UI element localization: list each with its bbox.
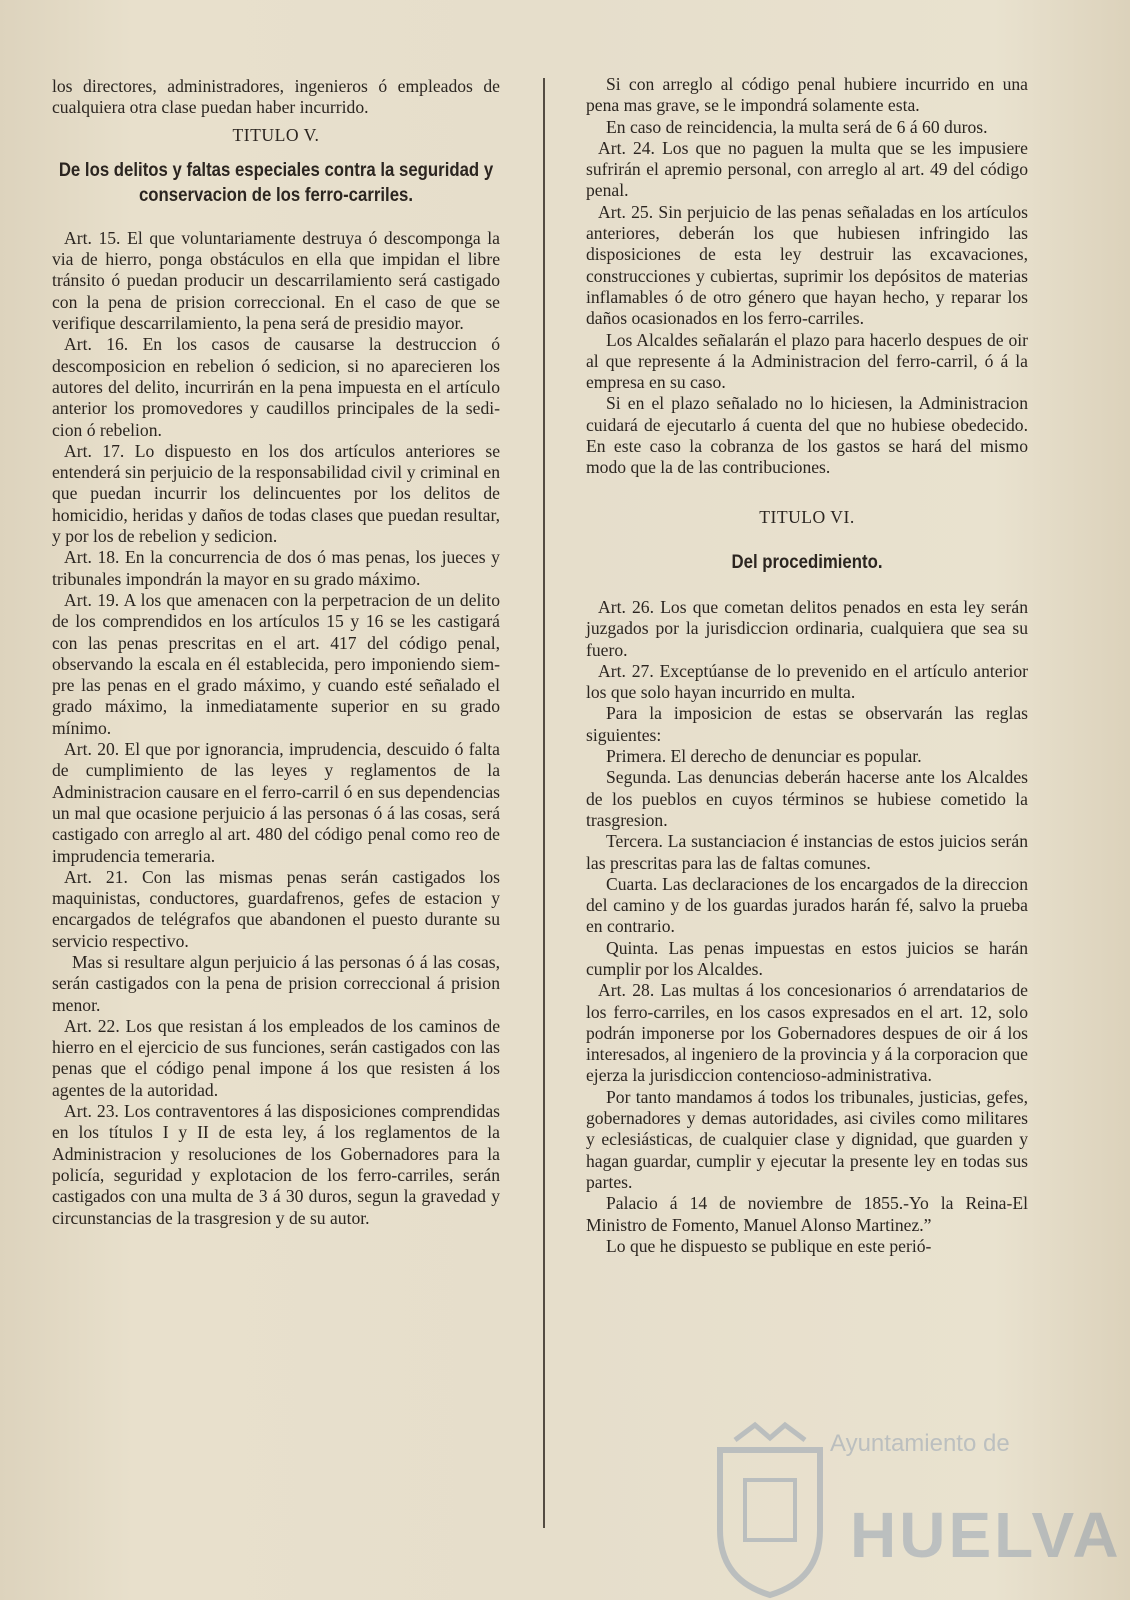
paragraph: los directores, administradores, ingenieros ó empleados de cualquiera otra clase puedan haber incurrido. [52, 76, 500, 118]
paragraph: Por tanto mandamos á todos los tribunales, justicias, gefes, gobernadores y demas autoridades, asi civiles como militares y eclesiásticas, de cualquier clase y dignidad, que guarden y hagan guardar, cumplir y ejecutar la presente ley en todas sus partes. [586, 1086, 1028, 1192]
article-18: Art. 18. En la concurrencia de dos ó mas penas, los jueces y tribunales impondrán la mayor en su grado máximo. [52, 547, 500, 589]
article-label: Art. 25. [598, 201, 654, 222]
article-19: Art. 19. A los que amenacen con la perpetracion de un delito de los comprendidos en los artículos 15 y 16 se les castigará con las penas prescritas en el art. 417 del código penal, observando la escala en él establecida, pero imponiendo siempre las penas en el grado máximo, y cuando esté señalado el grado máximo, la inmediatamente superior en su grado mínimo. [52, 589, 500, 738]
section-heading-vi: Del procedimiento. [731, 550, 883, 573]
rule-cuarta: Cuarta. Las declaraciones de los encargados de la direccion del camino y de los guardas jurados harán fé, salvo la prueba en contrario. [586, 873, 1028, 937]
paragraph: Lo que he dispuesto se publique en este perió- [606, 1235, 932, 1256]
paragraph: Si en el plazo señalado no lo hiciesen, la Administracion cuidará de ejecutarlo á cuenta del que no hubiese obedecido. En este caso la cobranza de los gastos se hará del mismo modo que la de las contribuciones. [586, 393, 1028, 478]
left-column [52, 76, 500, 1229]
article-label: Art. 16. [64, 334, 129, 355]
article-23: Art. 23. Los contraventores á las disposiciones comprendidas en los títulos I y II de esta ley, á los reglamentos de la Administracion y resoluciones de los Gobernadores para la policía, seguridad y explotacion de los ferro-carriles, serán castigados con una multa de 3 á 30 duros, segun la gravedad y circunstancias de la trasgresion y de su autor. [52, 1101, 501, 1228]
section-heading-v: De los delitos y faltas especiales contra la seguridad y conservacion de los ferro-carriles. [58, 158, 494, 206]
article-label: Art. 18. [64, 547, 120, 568]
paragraph: Para la imposicion de estas se observarán las reglas siguientes: [586, 703, 1028, 745]
article-label: Art. 21. [64, 866, 128, 887]
article-15: Art. 15. El que voluntariamente destruya ó descomponga la via de hierro, ponga obstáculos en ella que impidan el libre tránsito ó puedan producir un descarrilamiento será castigado con la pena de prision correccional. En el caso de que se verifique descarrilamiento, la pena será de presidio mayor. [52, 227, 500, 334]
column-divider [543, 78, 545, 1528]
article-16: Art. 16. En los casos de causarse la destruccion ó descomposicion en rebelion ó sedicion, si no aparecieren los autores del delito, incurrirán en la pena impuesta en el artículo anterior los promovedores y caudillos principales de la sedicion ó rebelion. [52, 334, 500, 440]
archive-watermark [700, 1420, 1122, 1600]
title-v: TITULO V. [232, 124, 320, 145]
article-25: Art. 25. Sin perjuicio de las penas señaladas en los artículos anteriores, deberán los que hubiesen infringido las disposiciones de esta ley destruir las excavaciones, construcciones y cubiertas, suprimir los depósitos de materias inflamables ó de otro género que hayan hecho, y reparar los daños ocasionados en los ferro-carriles. [586, 201, 1028, 329]
article-label: Art. 20. [64, 739, 120, 760]
paragraph: Los Alcaldes señalarán el plazo para hacerlo despues de oir al que represente á la Administracion del ferro-carril, ó á la empresa en su caso. [586, 329, 1028, 393]
article-label: Art. 27. [598, 660, 654, 681]
paragraph: Mas si resultare algun perjuicio á las personas ó á las cosas, serán castigados con la pena de prision correccional á prision menor. [52, 951, 500, 1015]
article-label: Art. 23. [64, 1101, 119, 1122]
paragraph: En caso de reincidencia, la multa será de 6 á 60 duros. [606, 116, 988, 137]
article-22: Art. 22. Los que resistan á los empleados de los caminos de hierro en el ejercicio de sus funciones, serán castigados con las penas que el código penal impone á los que resisten á los agentes de la autoridad. [52, 1015, 501, 1100]
right-column [586, 74, 1028, 1257]
article-label: Art. 24. [598, 137, 655, 158]
paragraph: Si con arreglo al código penal hubiere incurrido en una pena mas grave, se le impondrá solamente esta. [586, 74, 1028, 116]
rule-segunda: Segunda. Las denuncias deberán hacerse ante los Alcaldes de los pueblos en cuyos términos se hubiese cometido la trasgresion. [586, 767, 1028, 830]
article-20: Art. 20. El que por ignorancia, imprudencia, descuido ó falta de cumplimiento de las leyes y reglamentos de la Administracion causare en el ferro-carril ó en sus dependencias un mal que ocasione perjuicio á las personas ó á las cosas, será castigado con arreglo al art. 480 del código penal como reo de imprudencia temeraria. [52, 739, 500, 866]
watermark-subtitle: Ayuntamiento de [830, 1430, 1010, 1457]
rule-quinta: Quinta. Las penas impuestas en estos juicios se harán cumplir por los Alcaldes. [586, 937, 1028, 979]
watermark-title: HUELVA [850, 1499, 1122, 1571]
coat-of-arms-icon [700, 1420, 840, 1600]
article-label: Art. 15. [64, 227, 121, 248]
article-label: Art. 19. [64, 589, 120, 610]
article-label: Art. 17. [64, 440, 125, 461]
rule-tercera: Tercera. La sustanciacion é instancias de estos juicios serán las prescritas para las de faltas comunes. [586, 831, 1028, 873]
article-27: Art. 27. Exceptúanse de lo prevenido en el artículo anterior los que solo hayan incurrido en multa. [586, 660, 1028, 703]
article-label: Art. 22. [64, 1015, 120, 1036]
title-vi: TITULO VI. [759, 506, 855, 527]
article-28: Art. 28. Las multas á los concesionarios ó arrendatarios de los ferro-carriles, en los casos expresados en el art. 12, solo podrán imponerse por los Gobernadores despues de oir á los interesados, al ingeniero de la provincia y á la corporacion que ejerza la jurisdiccion contencioso-administrativa. [586, 980, 1028, 1086]
article-17: Art. 17. Lo dispuesto en los dos artículos anteriores se entenderá sin perjuicio de la responsabilidad civil y criminal en que puedan incurrir los delincuentes por los delitos de homicidio, heridas y daños de todas clases que puedan resultar, y por los de rebelion y sedicion. [52, 440, 501, 547]
rule-primera: Primera. El derecho de denunciar es popular. [606, 746, 922, 767]
signature-line: Palacio á 14 de noviembre de 1855.-Yo la Reina-El Ministro de Fomento, Manuel Alonso Martinez.” [586, 1193, 1028, 1235]
article-21: Art. 21. Con las mismas penas serán castigados los maquinistas, conductores, guardafrenos, gefes de estacion y encargados de telégrafos que abandonen el puesto durante su servicio respectivo. [52, 866, 500, 951]
article-label: Art. 28. [598, 980, 655, 1001]
article-24: Art. 24. Los que no paguen la multa que se les impusiere sufrirán el apremio personal, con arreglo al art. 49 del código penal. [586, 137, 1028, 201]
article-26: Art. 26. Los que cometan delitos penados en esta ley serán juzgados por la jurisdiccion ordinaria, cualquiera que sea su fuero. [586, 596, 1029, 660]
article-label: Art. 26. [598, 596, 655, 617]
